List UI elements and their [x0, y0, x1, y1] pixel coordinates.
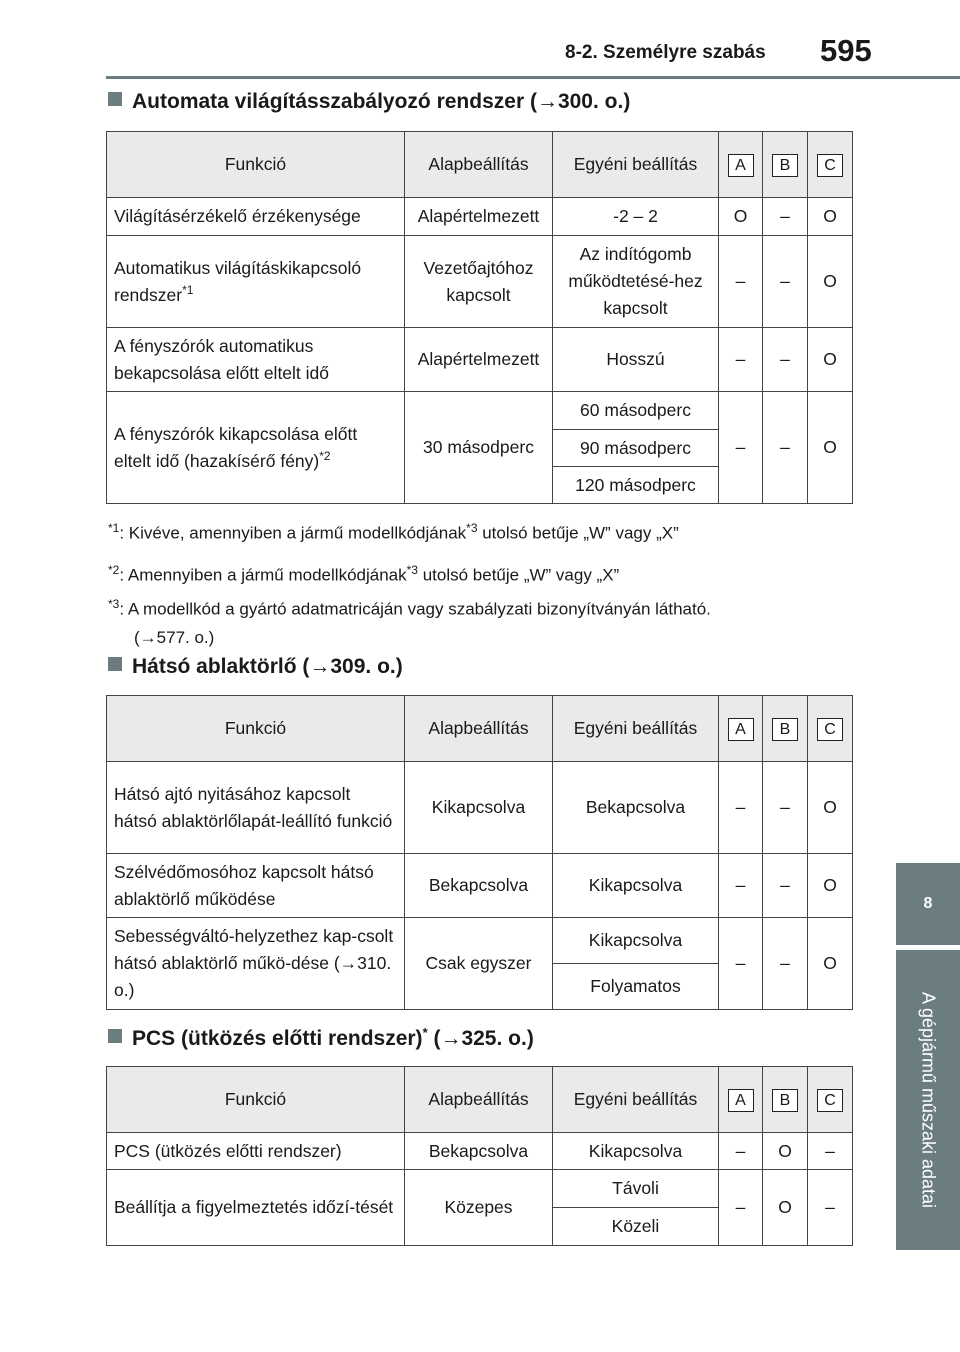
chapter-number: 8 — [923, 895, 933, 912]
heading-ref: 300. o.) — [557, 90, 631, 113]
table-header-row — [107, 696, 853, 762]
col-header-c: C — [808, 696, 853, 762]
table-row: 90 másodperc — [107, 430, 853, 467]
table-row: A fényszórók automatikus bekapcsolása előtt eltelt idő Alapértelmezett Hosszú – – O — [107, 328, 853, 392]
lighting-settings-table — [106, 131, 853, 504]
chapter-number-tab — [896, 863, 960, 945]
table-row: Sebességváltó-helyzethez kap-csolt hátsó ablaktörlő műkö-dése (→310. o.) Csak egyszer Kikapcsolva – – O — [107, 918, 853, 964]
header-rule — [106, 76, 960, 79]
heading-square-icon — [108, 92, 122, 106]
col-header-a: A — [719, 1067, 763, 1133]
section-heading-lighting — [108, 90, 630, 114]
arrow-icon: → — [536, 90, 558, 113]
table-row: Világításérzékelő érzékenysége Alapértelmezett -2 – 2 O – O — [107, 198, 853, 236]
table-row: Hátsó ajtó nyitásához kapcsolt hátsó ablaktörlőlapát-leállító funkció Kikapcsolva Bekapcsolva – – O — [107, 762, 853, 854]
section-heading-rear-wiper — [108, 655, 403, 679]
table-row: PCS (ütközés előtti rendszer) Bekapcsolva Kikapcsolva – O – — [107, 1133, 853, 1170]
rear-wiper-settings-table — [106, 695, 853, 1010]
section-heading-pcs: PCS (ütközés előtti rendszer)* (→325. o.) — [108, 1025, 534, 1051]
table-row: 120 másodperc — [107, 467, 853, 504]
col-header-function: Funkció — [107, 1067, 405, 1133]
arrow-icon: → — [139, 627, 157, 647]
col-header-custom: Egyéni beállítás — [553, 696, 719, 762]
arrow-icon: → — [440, 1027, 462, 1050]
col-header-custom: Egyéni beállítás — [553, 1067, 719, 1133]
heading-square-icon — [108, 657, 122, 671]
footnote-1: $^{*1}$: Kivéve, amennyiben a jármű modellkódjának$^{*3}$ utolsó betűje „W” vagy „X” — [108, 521, 679, 543]
col-header-c: C — [808, 132, 853, 198]
col-header-a: A — [719, 696, 763, 762]
pcs-settings-table — [106, 1066, 853, 1246]
col-header-default: Alapbeállítás — [405, 1067, 553, 1133]
heading-ref: 309. o.) — [330, 655, 403, 678]
col-header-function: Funkció — [107, 696, 405, 762]
table-row: Folyamatos — [107, 964, 853, 1010]
section-header-title: 8-2. Személyre szabás — [565, 42, 766, 63]
col-header-b: B — [763, 1067, 808, 1133]
table-row: Szélvédőmosóhoz kapcsolt hátsó ablaktörlő működése Bekapcsolva Kikapcsolva – – O — [107, 854, 853, 918]
heading-text: Automata világításszabályozó rendszer ( — [132, 90, 537, 113]
col-header-default: Alapbeállítás — [405, 696, 553, 762]
col-header-function: Funkció — [107, 132, 405, 198]
chapter-title: A gépjármű műszaki adatai — [918, 991, 939, 1209]
heading-text: PCS (ütközés előtti rendszer) — [132, 1027, 423, 1050]
table-row: Automatikus világításkikapcsoló rendszer$^{*1}$ Vezetőajtóhoz kapcsolt Az indítógomb működtetésé-hez kapcsolt – – O — [107, 236, 853, 328]
arrow-icon: → — [339, 953, 358, 973]
page-number: 595 — [820, 33, 872, 68]
table-row: Közeli — [107, 1208, 853, 1246]
arrow-icon: → — [309, 655, 331, 678]
footnote-3: $^{*3}$: A modellkód a gyártó adatmatricáján vagy szabályzati bizonyítványán látható. (→577. o.) — [108, 597, 711, 647]
table-row: A fényszórók kikapcsolása előtt eltelt idő (hazakísérő fény)$^{*2}$ 30 másodperc 60 másodperc – – O — [107, 392, 853, 430]
col-header-custom: Egyéni beállítás — [553, 132, 719, 198]
footnote-2: $^{*2}$: Amennyiben a jármű modellkódjának$^{*3}$ utolsó betűje „W” vagy „X” — [108, 563, 620, 585]
table-header-row — [107, 132, 853, 198]
chapter-title-tab — [896, 950, 960, 1250]
col-header-b: B — [763, 132, 808, 198]
col-header-c: C — [808, 1067, 853, 1133]
table-row: Beállítja a figyelmeztetés időzí-tését Közepes Távoli – O – — [107, 1170, 853, 1208]
heading-ref: 325. o.) — [461, 1027, 534, 1050]
col-header-b: B — [763, 696, 808, 762]
col-header-default: Alapbeállítás — [405, 132, 553, 198]
heading-text: Hátsó ablaktörlő ( — [132, 655, 310, 678]
heading-square-icon — [108, 1029, 122, 1043]
table-header-row — [107, 1067, 853, 1133]
col-header-a: A — [719, 132, 763, 198]
